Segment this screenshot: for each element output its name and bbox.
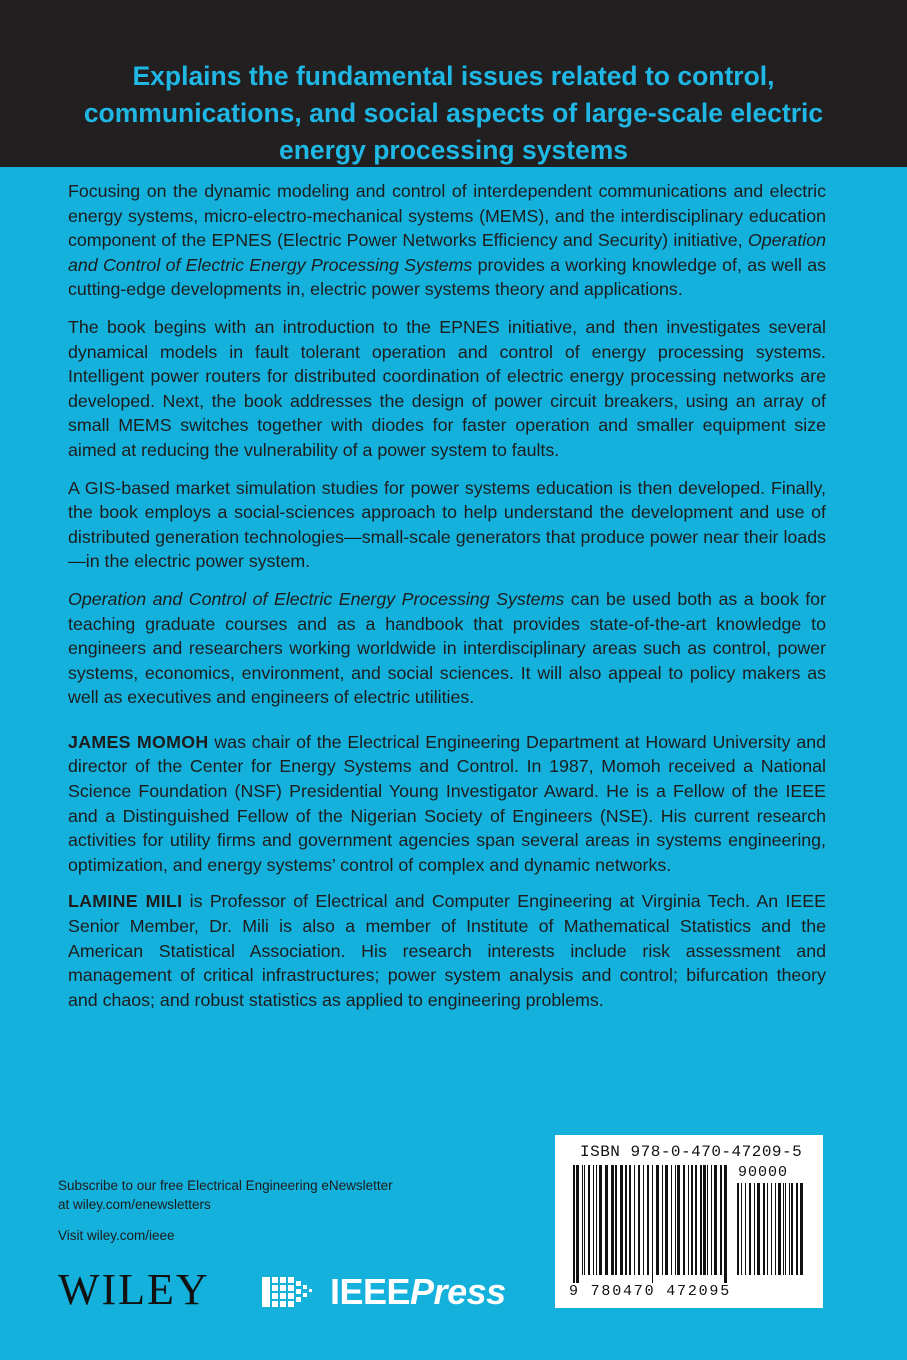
book-title: Operation and Control of Electric Energy Processing Systems (68, 588, 565, 609)
author-name: LAMINE MILI (68, 891, 183, 912)
intro-text: Focusing on the dynamic modeling and control of interdependent communications and electric energy systems, micro-electro-mechanical systems (MEMS), and the interdisciplinary education component of the EPNES (Electric Power Networks Efficiency and Security) initiative, (68, 181, 826, 251)
subscribe-link[interactable]: at wiley.com/enewsletters (58, 1197, 211, 1212)
barcode (555, 1135, 823, 1308)
description-body (68, 179, 826, 1024)
author-bio-text: is Professor of Electrical and Computer Engineering at Virginia Tech. An IEEE Senior Member, Dr. Mili is also a member of Institute of Mathematical Statistics and the American Statistical Association. His research interests include risk assessment and management of critical infrastructures; power system analysis and control; bifurcation theory and chaos; and robust statistics as applied to engineering problems. (68, 891, 827, 1010)
author-bio-mili (68, 889, 826, 1012)
headline: Explains the fundamental issues related to control, communications, and social aspects of large-scale electric energy processing systems (83, 61, 824, 165)
barcode-addon-bars (735, 1183, 807, 1283)
paragraph-audience (68, 587, 826, 710)
ieee-press-wordmark (330, 1271, 506, 1313)
barcode-bars (571, 1165, 731, 1283)
visit-link[interactable]: Visit wiley.com/ieee (58, 1228, 175, 1243)
ieee-press-logo (262, 1268, 506, 1316)
paragraph-contents: The book begins with an introduction to the EPNES initiative, and then investigates several dynamical models in fault tolerant operation and control of energy processing systems. Intelligent power routers for distributed coordination of electric energy processing networks are developed. Next, the book addresses the design of power circuit breakers, using an array of small MEMS switches together with diodes for faster operation and smaller equipment size aimed at reducing the vulnerability of a power system to faults. (68, 316, 826, 460)
wiley-logo: WILEY (58, 1265, 210, 1314)
paragraph-gis: A GIS-based market simulation studies for power systems education is then developed. Finally, the book employs a social-sciences approach to help understand the development and use of distributed generation technologies—small-scale generators that produce power near their loads—in the electric power system. (68, 477, 826, 572)
author-name: JAMES MOMOH (68, 731, 209, 752)
intro-text-end: provides a working knowledge of, as well as cutting-edge developments in, electric power systems theory and applications. (68, 254, 826, 300)
ieee-grid-icon (262, 1275, 324, 1309)
barcode-digits: 9 780470 472095 (569, 1283, 732, 1300)
ieee-wordmark: IEEE (330, 1271, 411, 1312)
header-band (0, 0, 907, 167)
book-title: Operation and Control of Electric Energy Processing Systems (68, 230, 826, 275)
paragraph-intro (68, 179, 826, 302)
author-bio-momoh (68, 730, 826, 878)
price-code: 90000 (738, 1164, 789, 1181)
isbn-text: ISBN 978-0-470-47209-5 (580, 1143, 803, 1161)
audience-text: can be used both as a book for teaching graduate courses and as a handbook that provides state-of-the-art knowledge to engineers and researchers working worldwide in interdisciplinary areas such as control, power systems, economics, environment, and social sciences. It will also appeal to policy makers as well as executives and engineers of electric utilities. (68, 588, 826, 708)
press-wordmark: Press (410, 1271, 506, 1312)
subscribe-line-1: Subscribe to our free Electrical Engineering eNewsletter (58, 1178, 393, 1193)
footer-links (58, 1176, 393, 1245)
author-bio-text: was chair of the Electrical Engineering Department at Howard University and director of the Center for Energy Systems and Control. In 1987, Momoh received a National Science Foundation (NSF) Presidential Young Investigator Award. He is a Fellow of the IEEE and a Distinguished Fellow of the Nigerian Society of Engineers (NSE). His current research activities for utility firms and government agencies span several areas in systems engineering, optimization, and energy systems’ control of complex and dynamic networks. (68, 731, 826, 875)
